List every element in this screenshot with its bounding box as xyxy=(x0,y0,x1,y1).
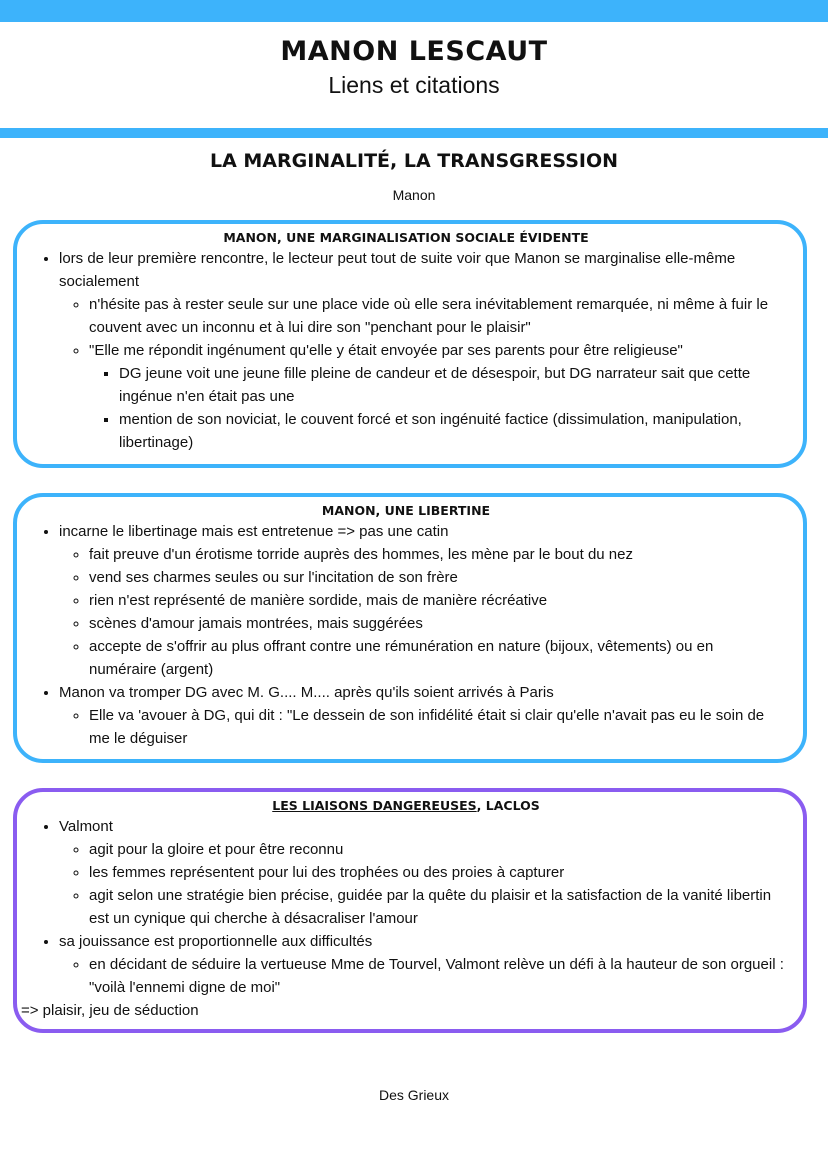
item-text: incarne le libertinage mais est entretenue => pas une catin xyxy=(59,523,449,540)
item-text: "Elle me répondit ingénument qu'elle y était envoyée par ses parents pour être religieuse" xyxy=(89,342,683,359)
list-item xyxy=(59,520,785,681)
book-title: LES LIAISONS DANGEREUSES xyxy=(272,798,477,813)
top-banner-bar xyxy=(0,0,828,22)
box-title: MANON, UNE MARGINALISATION SOCIALE ÉVIDENTE xyxy=(223,230,589,245)
box-liaisons-dangereuses xyxy=(13,788,807,1033)
list-item xyxy=(89,635,785,681)
item-text: rien n'est représenté de manière sordide, mais de manière récréative xyxy=(89,592,548,609)
list-item xyxy=(89,543,785,566)
page-subtitle: Liens et citations xyxy=(328,72,500,98)
item-text: en décidant de séduire la vertueuse Mme de Tourvel, Valmont relève un défi à la hauteur de son orgueil : "voilà l'ennemi digne de moi" xyxy=(89,956,784,996)
item-text: vend ses charmes seules ou sur l'incitation de son frère xyxy=(89,569,458,586)
list-item xyxy=(89,838,785,861)
box-marginalisation xyxy=(13,220,807,468)
item-text: Elle va 'avouer à DG, qui dit : "Le dessein de son infidélité était si clair qu'elle n'avait pas eu le soin de me le déguiser xyxy=(89,707,765,747)
item-text: DG jeune voit une jeune fille pleine de candeur et de désespoir, but DG narrateur sait que cette ingénue n'en était pas une xyxy=(119,365,751,405)
item-text: fait preuve d'un érotisme torride auprès des hommes, les mène par le bout du nez xyxy=(89,546,633,563)
box-title: MANON, UNE LIBERTINE xyxy=(321,503,491,518)
section-subtitle: Manon xyxy=(392,187,436,203)
item-text: Manon va tromper DG avec M. G.... M.... après qu'ils soient arrivés à Paris xyxy=(59,684,554,701)
item-text: agit selon une stratégie bien précise, guidée par la quête du plaisir et la satisfaction de la vanité libertin est un cynique qui cherche à désacraliser l'amour xyxy=(89,887,772,927)
bullet-list xyxy=(27,520,785,750)
item-text: n'hésite pas à rester seule sur une place vide où elle sera inévitablement remarquée, ni même à fuir le couvent avec un inconnu et à lui dire son "penchant pour le plaisir" xyxy=(89,296,769,336)
list-item xyxy=(59,247,785,454)
footer-text: Des Grieux xyxy=(378,1087,450,1103)
section-title: LA MARGINALITÉ, LA TRANSGRESSION xyxy=(209,150,619,172)
box-libertine xyxy=(13,493,807,763)
bullet-list xyxy=(27,815,785,999)
item-text: sa jouissance est proportionnelle aux difficultés xyxy=(59,933,373,950)
list-item xyxy=(89,589,785,612)
item-text: les femmes représentent pour lui des trophées ou des proies à capturer xyxy=(89,864,565,881)
list-item xyxy=(89,566,785,589)
list-item xyxy=(59,930,785,999)
item-text: Valmont xyxy=(59,818,113,835)
list-item xyxy=(119,362,785,408)
list-item xyxy=(89,612,785,635)
list-item xyxy=(89,339,785,454)
conclusion: => plaisir, jeu de séduction xyxy=(21,1002,199,1019)
page-title: MANON LESCAUT xyxy=(280,36,548,67)
list-item xyxy=(119,408,785,454)
item-text: mention de son noviciat, le couvent forcé et son ingénuité factice (dissimulation, manipulation, libertinage) xyxy=(119,411,742,451)
list-item xyxy=(89,861,785,884)
item-text: accepte de s'offrir au plus offrant contre une rémunération en nature (bijoux, vêtements) ou en numéraire (argent) xyxy=(89,638,714,678)
author: , LACLOS xyxy=(476,798,540,813)
item-text: scènes d'amour jamais montrées, mais suggérées xyxy=(89,615,423,632)
item-text: agit pour la gloire et pour être reconnu xyxy=(89,841,344,858)
divider-bar xyxy=(0,128,828,138)
bullet-list xyxy=(27,247,785,454)
list-item xyxy=(59,681,785,750)
list-item xyxy=(59,815,785,930)
item-text: lors de leur première rencontre, le lecteur peut tout de suite voir que Manon se marginalise elle-même socialement xyxy=(59,250,736,290)
list-item xyxy=(89,704,785,750)
box-title xyxy=(27,798,785,813)
list-item xyxy=(89,884,785,930)
list-item xyxy=(89,293,785,339)
list-item xyxy=(89,953,785,999)
